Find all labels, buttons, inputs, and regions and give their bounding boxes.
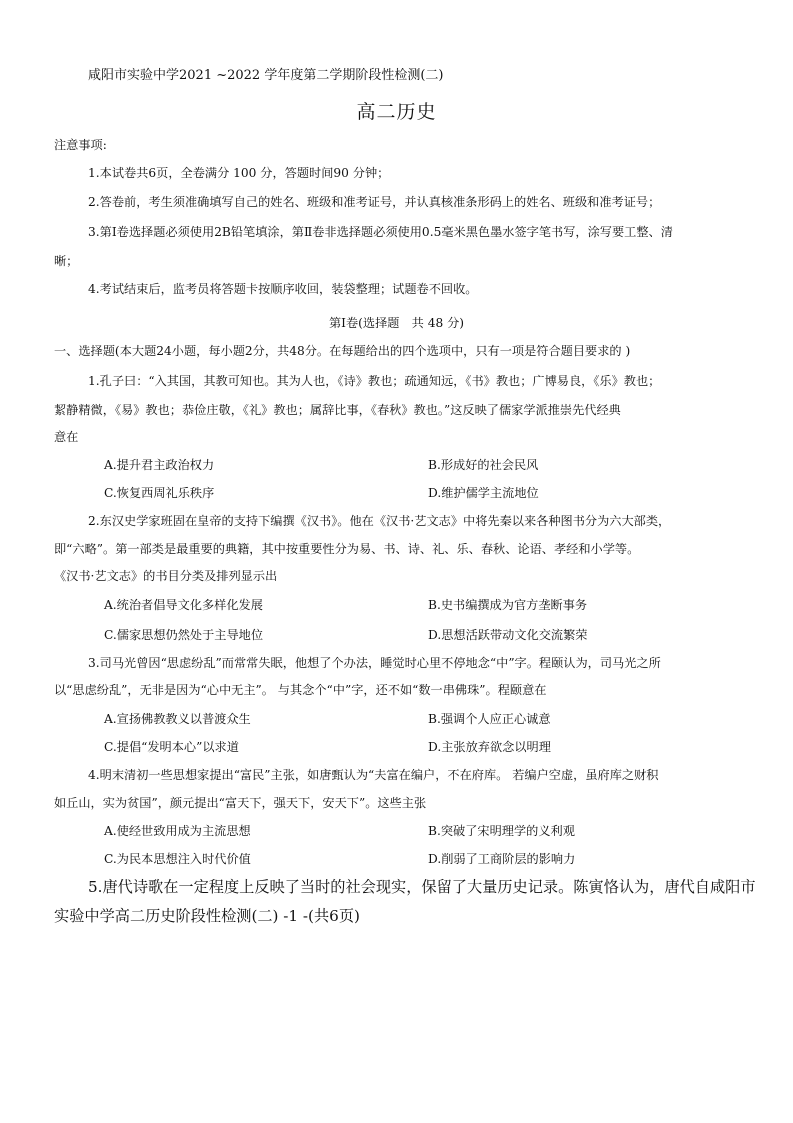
question-2-stem: 2.东汉史学家班固在皇帝的支持下编撰《汉书》。他在《汉书·艺文志》中将先秦以来各种图书分为六大部类， [88, 514, 671, 528]
question-1-option-a: A.提升君主政治权力 [104, 458, 215, 472]
question-1-stem: 絜静精微，《易》教也；恭俭庄敬，《礼》教也；属辞比事，《春秋》教也。”这反映了儒家学派推崇先代经典 [54, 403, 621, 417]
note-item: 1.本试卷共6页，全卷满分 100 分，答题时间90 分钟； [88, 166, 390, 180]
school-exam-line: 咸阳市实验中学2021 ~2022 学年度第二学期阶段性检测(二) [88, 68, 444, 83]
notes-heading: 注意事项: [54, 138, 107, 152]
page-footer: 实验中学高二历史阶段性检测(二) -1 -(共6页) [54, 907, 360, 925]
question-3-option-c: C.提倡“发明本心”以求道 [104, 740, 239, 754]
question-4-option-a: A.使经世致用成为主流思想 [104, 824, 251, 838]
question-1-stem: 意在 [54, 430, 79, 444]
question-1-option-b: B.形成好的社会民风 [428, 458, 539, 472]
question-3-option-a: A.宣扬佛教教义以普渡众生 [104, 712, 251, 726]
note-item-continued: 晰； [54, 254, 79, 268]
question-2-option-b: B.史书编撰成为官方垄断事务 [428, 598, 588, 612]
section-title: 第Ⅰ卷(选择题 共 48 分) [328, 316, 465, 330]
page-title: 高二历史 [356, 101, 437, 123]
question-3-stem: 以“思虑纷乱”，无非是因为“心中无主”。 与其念个“中”字，还不如“数一串佛珠”。程颐意在 [54, 683, 547, 697]
question-3-option-b: B.强调个人应正心诚意 [428, 712, 551, 726]
question-4-option-b: B.突破了宋明理学的义利观 [428, 824, 575, 838]
question-2-stem: 即“六略”。第一部类是最重要的典籍，其中按重要性分为易、书、诗、礼、乐、春秋、论语、孝经和小学等。 [54, 542, 640, 556]
question-2-stem: 《汉书·艺文志》的书目分类及排列显示出 [54, 569, 278, 583]
question-1-stem: 1.孔子曰：“入其国，其教可知也。其为人也，《诗》教也；疏通知远，《书》教也；广博易良，《乐》教也； [88, 374, 661, 388]
question-5-stem: 5.唐代诗歌在一定程度上反映了当时的社会现实，保留了大量历史记录。陈寅恪认为，唐代自咸阳市 [88, 878, 756, 896]
question-3-option-d: D.主张放弃欲念以明理 [428, 740, 551, 754]
section-instruction: 一、选择题(本大题24小题，每小题2分，共48分。在每题给出的四个选项中，只有一项是符合题目要求的 ) [54, 344, 631, 358]
note-item: 4.考试结束后，监考员将答题卡按顺序收回，装袋整理；试题卷不回收。 [88, 282, 478, 296]
question-4-option-d: D.削弱了工商阶层的影响力 [428, 852, 576, 866]
note-item: 3.第Ⅰ卷选择题必须使用2B铅笔填涂，第Ⅱ卷非选择题必须使用0.5毫米黑色墨水签字笔书写，涂写要工整、清 [88, 225, 673, 239]
question-1-option-d: D.维护儒学主流地位 [428, 486, 539, 500]
question-3-stem: 3.司马光曾因“思虑纷乱”而常常失眠，他想了个办法，睡觉时心里不停地念“中”字。程颐认为，司马光之所 [88, 656, 661, 670]
question-4-stem: 4.明末清初一些思想家提出“富民”主张，如唐甄认为“夫富在编户，不在府库。 若编户空虚，虽府库之财积 [88, 768, 659, 782]
question-1-option-c: C.恢复西周礼乐秩序 [104, 486, 215, 500]
question-2-option-a: A.统治者倡导文化多样化发展 [104, 598, 263, 612]
note-item: 2.答卷前，考生须准确填写自己的姓名、班级和准考证号，并认真核准条形码上的姓名、班级和准考证号； [88, 195, 661, 209]
question-4-stem: 如丘山，实为贫国”，颜元提出“富天下，强天下，安天下”。这些主张 [54, 796, 427, 810]
question-2-option-c: C.儒家思想仍然处于主导地位 [104, 628, 264, 642]
question-4-option-c: C.为民本思想注入时代价值 [104, 852, 251, 866]
question-2-option-d: D.思想活跃带动文化交流繁荣 [428, 628, 588, 642]
